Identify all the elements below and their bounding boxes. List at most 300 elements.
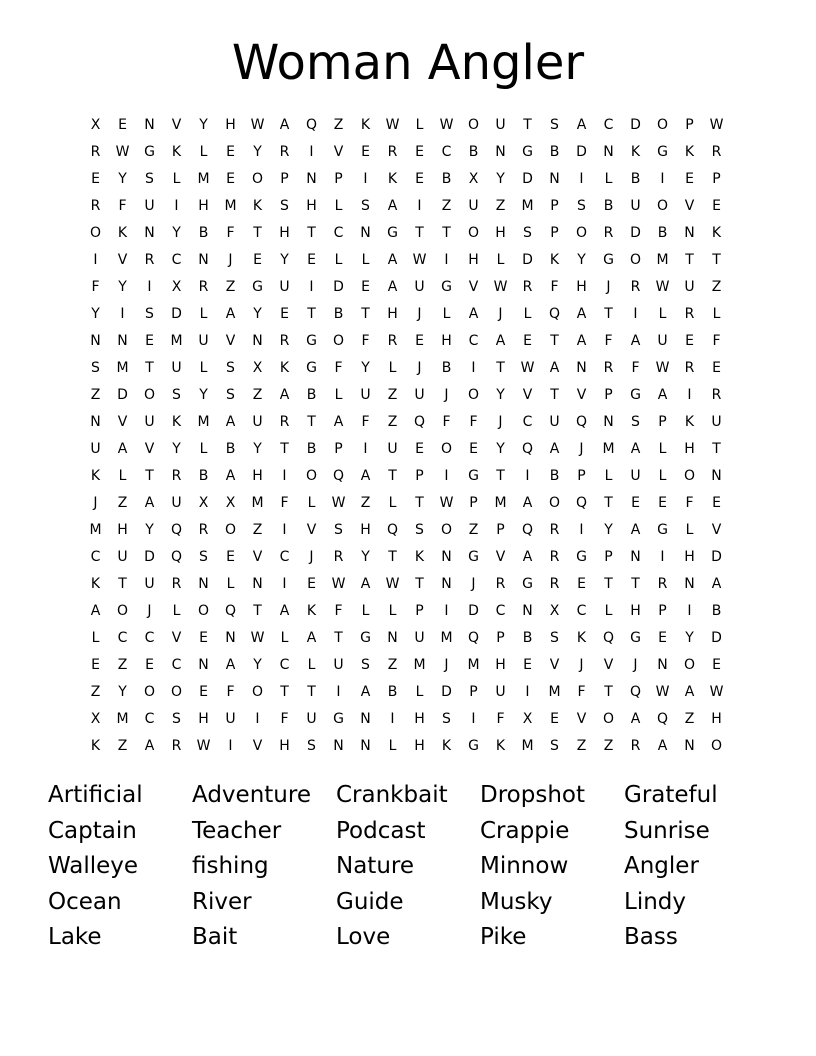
grid-letter: A (225, 468, 236, 484)
grid-letter: O (656, 117, 669, 133)
grid-letter: E (712, 198, 721, 214)
grid-letter: I (93, 252, 98, 268)
grid-letter: B (657, 225, 668, 241)
grid-letter: A (360, 684, 371, 700)
grid-letter: E (631, 495, 640, 511)
grid-letter: Z (90, 684, 101, 700)
grid-letter: B (711, 603, 722, 619)
grid-letter: I (363, 171, 368, 187)
grid-letter: G (522, 576, 533, 592)
grid-letter: C (171, 657, 182, 673)
word-item: Pike (480, 924, 527, 950)
grid-letter: Y (199, 387, 208, 403)
grid-letter: C (468, 333, 479, 349)
grid-letter: Z (90, 387, 101, 403)
grid-letter: X (171, 279, 182, 295)
grid-letter: Z (468, 522, 479, 538)
grid-letter: Y (118, 279, 127, 295)
grid-letter: V (306, 522, 317, 538)
word-item: Walleye (48, 853, 139, 879)
grid-letter: E (361, 144, 370, 160)
grid-letter: F (91, 279, 100, 295)
grid-letter: T (415, 225, 424, 241)
grid-letter: O (575, 225, 588, 241)
grid-letter: L (712, 306, 721, 322)
grid-letter: A (387, 198, 398, 214)
word-item: Love (336, 924, 391, 950)
grid-letter: K (549, 252, 560, 268)
grid-letter: C (333, 225, 344, 241)
grid-letter: S (415, 522, 424, 538)
grid-letter: Y (253, 144, 262, 160)
grid-letter: C (279, 657, 290, 673)
grid-letter: T (550, 387, 559, 403)
grid-letter: O (656, 198, 669, 214)
grid-letter: D (144, 549, 155, 565)
grid-letter: A (387, 279, 398, 295)
grid-letter: E (307, 252, 316, 268)
grid-letter: L (361, 603, 370, 619)
grid-letter: M (521, 198, 534, 214)
grid-letter: S (523, 225, 532, 241)
grid-letter: L (307, 657, 316, 673)
grid-letter: Y (604, 522, 613, 538)
grid-letter: Y (172, 441, 181, 457)
grid-row (82, 706, 732, 733)
word-item: Teacher (192, 817, 282, 844)
grid-letter: V (252, 549, 263, 565)
grid-letter: B (306, 441, 317, 457)
grid-letter: L (415, 117, 424, 133)
grid-letter: J (606, 279, 611, 295)
grid-letter: A (711, 576, 722, 592)
grid-letter: F (442, 414, 451, 430)
grid-letter: A (279, 117, 290, 133)
grid-letter: S (631, 414, 640, 430)
grid-letter: I (255, 711, 260, 727)
grid-letter: Y (253, 657, 262, 673)
grid-letter: S (550, 738, 559, 754)
grid-letter: N (441, 549, 452, 565)
grid-letter: S (361, 657, 370, 673)
grid-letter: F (469, 414, 478, 430)
grid-letter: I (444, 252, 449, 268)
grid-letter: N (684, 225, 695, 241)
grid-letter: T (523, 117, 532, 133)
grid-letter: T (415, 576, 424, 592)
grid-letter: Q (332, 468, 345, 484)
grid-letter: W (196, 738, 211, 754)
grid-letter: A (522, 495, 533, 511)
grid-letter: I (471, 711, 476, 727)
grid-letter: A (279, 387, 290, 403)
grid-letter: O (197, 603, 210, 619)
grid-letter: F (685, 495, 694, 511)
grid-letter: U (144, 576, 155, 592)
grid-letter: N (387, 630, 398, 646)
grid-letter: A (630, 711, 641, 727)
grid-letter: J (498, 414, 503, 430)
grid-letter: L (388, 603, 397, 619)
grid-letter: C (171, 252, 182, 268)
grid-letter: Y (91, 306, 100, 322)
grid-row (82, 193, 732, 220)
grid-letter: N (711, 468, 722, 484)
grid-letter: S (226, 360, 235, 376)
grid-letter: O (332, 333, 345, 349)
grid-letter: U (333, 657, 344, 673)
grid-letter: V (225, 333, 236, 349)
grid-letter: F (226, 684, 235, 700)
grid-letter: W (439, 117, 454, 133)
grid-letter: H (198, 198, 209, 214)
grid-letter: B (333, 306, 344, 322)
grid-letter: Y (685, 630, 694, 646)
grid-letter: U (387, 441, 398, 457)
grid-letter: L (604, 468, 613, 484)
word-item: Lake (48, 924, 102, 950)
word-column (48, 778, 192, 956)
grid-letter: V (576, 387, 587, 403)
grid-letter: V (684, 198, 695, 214)
grid-letter: E (415, 441, 424, 457)
grid-letter: N (90, 414, 101, 430)
grid-letter: U (495, 684, 506, 700)
grid-letter: M (170, 333, 183, 349)
grid-letter: W (655, 684, 670, 700)
grid-letter: T (280, 684, 289, 700)
grid-letter: Z (225, 279, 236, 295)
grid-row (82, 139, 732, 166)
grid-letter: S (442, 711, 451, 727)
grid-letter: R (684, 360, 695, 376)
grid-row (82, 625, 732, 652)
grid-letter: N (225, 630, 236, 646)
grid-letter: Y (145, 522, 154, 538)
grid-letter: G (306, 333, 317, 349)
grid-letter: E (118, 117, 127, 133)
grid-letter: A (630, 333, 641, 349)
grid-letter: F (118, 198, 127, 214)
grid-letter: D (468, 603, 479, 619)
word-item: Captain (48, 817, 137, 844)
grid-letter: E (415, 144, 424, 160)
grid-letter: E (523, 333, 532, 349)
grid-letter: A (225, 414, 236, 430)
grid-letter: Z (387, 387, 398, 403)
grid-letter: F (361, 414, 370, 430)
grid-letter: N (684, 576, 695, 592)
grid-letter: H (630, 603, 641, 619)
grid-letter: R (171, 468, 182, 484)
grid-letter: E (712, 495, 721, 511)
grid-letter: R (549, 576, 560, 592)
grid-letter: E (307, 576, 316, 592)
grid-letter: Z (117, 738, 128, 754)
grid-row (82, 247, 732, 274)
grid-letter: I (390, 711, 395, 727)
grid-letter: Y (496, 441, 505, 457)
grid-letter: H (198, 711, 209, 727)
grid-letter: O (683, 657, 696, 673)
grid-letter: E (469, 441, 478, 457)
grid-letter: Q (170, 522, 183, 538)
grid-row (82, 490, 732, 517)
grid-letter: P (550, 225, 559, 241)
grid-letter: B (441, 360, 452, 376)
grid-letter: N (252, 333, 263, 349)
grid-letter: B (549, 144, 560, 160)
grid-letter: H (414, 738, 425, 754)
grid-letter: A (468, 306, 479, 322)
grid-letter: P (577, 468, 586, 484)
grid-letter: P (496, 522, 505, 538)
grid-letter: D (333, 279, 344, 295)
grid-letter: M (224, 198, 237, 214)
grid-letter: C (576, 603, 587, 619)
grid-letter: V (711, 522, 722, 538)
grid-letter: I (687, 603, 692, 619)
grid-letter: Y (496, 387, 505, 403)
grid-letter: K (90, 468, 101, 484)
grid-letter: F (496, 711, 505, 727)
word-column (336, 778, 480, 956)
grid-letter: Q (548, 306, 561, 322)
grid-letter: U (198, 333, 209, 349)
grid-row (82, 571, 732, 598)
grid-letter: C (603, 117, 614, 133)
grid-letter: R (657, 576, 668, 592)
word-item: Grateful (624, 782, 718, 808)
grid-letter: Q (602, 630, 615, 646)
grid-letter: I (228, 738, 233, 754)
grid-letter: A (117, 441, 128, 457)
grid-letter: S (172, 711, 181, 727)
grid-letter: E (415, 333, 424, 349)
grid-letter: H (495, 657, 506, 673)
grid-letter: N (522, 603, 533, 619)
grid-letter: O (143, 684, 156, 700)
grid-letter: G (522, 144, 533, 160)
grid-letter: C (441, 144, 452, 160)
grid-letter: L (91, 630, 100, 646)
grid-letter: N (441, 576, 452, 592)
grid-letter: Q (521, 441, 534, 457)
grid-letter: D (711, 549, 722, 565)
grid-letter: S (307, 738, 316, 754)
grid-letter: T (496, 468, 505, 484)
grid-letter: X (90, 117, 101, 133)
grid-letter: A (333, 414, 344, 430)
grid-letter: A (360, 576, 371, 592)
grid-letter: W (439, 495, 454, 511)
grid-letter: F (334, 603, 343, 619)
word-item: Bass (624, 924, 678, 950)
grid-letter: M (413, 657, 426, 673)
grid-letter: G (468, 549, 479, 565)
grid-letter: C (144, 630, 155, 646)
grid-letter: E (280, 306, 289, 322)
grid-letter: Q (170, 549, 183, 565)
grid-letter: O (251, 684, 264, 700)
grid-letter: P (685, 117, 694, 133)
grid-letter: N (360, 225, 371, 241)
grid-letter: R (198, 279, 209, 295)
grid-row (82, 517, 732, 544)
grid-letter: P (604, 549, 613, 565)
grid-letter: L (172, 603, 181, 619)
grid-letter: X (198, 495, 209, 511)
grid-letter: L (334, 252, 343, 268)
grid-letter: L (280, 630, 289, 646)
grid-letter: B (522, 630, 533, 646)
grid-letter: E (226, 171, 235, 187)
grid-letter: K (252, 198, 263, 214)
grid-letter: K (306, 603, 317, 619)
grid-letter: G (468, 468, 479, 484)
grid-letter: O (170, 684, 183, 700)
grid-letter: W (709, 117, 724, 133)
grid-letter: N (306, 171, 317, 187)
grid-letter: O (629, 252, 642, 268)
grid-letter: T (388, 549, 397, 565)
grid-letter: K (495, 738, 506, 754)
grid-letter: F (361, 333, 370, 349)
grid-letter: I (444, 468, 449, 484)
grid-letter: N (360, 711, 371, 727)
grid-letter: Y (118, 171, 127, 187)
grid-letter: E (712, 657, 721, 673)
grid-letter: H (468, 252, 479, 268)
grid-letter: T (145, 360, 154, 376)
grid-letter: I (444, 603, 449, 619)
grid-letter: L (496, 252, 505, 268)
grid-letter: M (251, 495, 264, 511)
grid-letter: Z (117, 657, 128, 673)
grid-letter: Q (629, 684, 642, 700)
grid-letter: B (441, 171, 452, 187)
grid-letter: S (145, 171, 154, 187)
grid-letter: K (90, 738, 101, 754)
word-item: Crankbait (336, 782, 448, 808)
grid-letter: Q (575, 414, 588, 430)
grid-letter: U (90, 441, 101, 457)
grid-letter: Z (603, 738, 614, 754)
grid-letter: F (712, 333, 721, 349)
grid-letter: Q (521, 522, 534, 538)
grid-letter: J (417, 360, 422, 376)
grid-letter: A (360, 468, 371, 484)
grid-letter: H (711, 711, 722, 727)
word-column (480, 778, 624, 956)
grid-letter: O (602, 711, 615, 727)
grid-letter: Y (118, 684, 127, 700)
word-item: Angler (624, 853, 699, 879)
grid-letter: T (307, 684, 316, 700)
grid-letter: R (198, 522, 209, 538)
grid-letter: U (279, 279, 290, 295)
grid-letter: D (441, 684, 452, 700)
grid-letter: I (660, 171, 665, 187)
grid-letter: I (282, 522, 287, 538)
grid-letter: N (198, 576, 209, 592)
grid-letter: L (604, 603, 613, 619)
grid-letter: A (576, 333, 587, 349)
grid-letter: V (117, 252, 128, 268)
grid-row (82, 274, 732, 301)
grid-letter: J (309, 549, 314, 565)
grid-letter: F (550, 279, 559, 295)
grid-letter: M (548, 684, 561, 700)
grid-letter: P (469, 495, 478, 511)
grid-letter: P (280, 171, 289, 187)
grid-letter: O (467, 117, 480, 133)
grid-letter: L (334, 198, 343, 214)
grid-letter: A (225, 306, 236, 322)
grid-letter: H (279, 738, 290, 754)
word-item: Nature (336, 853, 414, 879)
grid-letter: J (579, 441, 584, 457)
grid-letter: F (226, 225, 235, 241)
grid-letter: J (579, 657, 584, 673)
grid-letter: L (199, 306, 208, 322)
grid-letter: G (252, 279, 263, 295)
grid-letter: X (252, 360, 263, 376)
grid-letter: N (198, 252, 209, 268)
grid-letter: K (279, 360, 290, 376)
grid-letter: Z (711, 279, 722, 295)
grid-letter: G (603, 252, 614, 268)
grid-letter: C (117, 630, 128, 646)
grid-letter: A (684, 684, 695, 700)
grid-letter: J (471, 576, 476, 592)
grid-letter: N (90, 333, 101, 349)
grid-letter: T (118, 576, 127, 592)
word-item: Ocean (48, 888, 122, 915)
grid-letter: N (252, 576, 263, 592)
grid-letter: O (143, 387, 156, 403)
grid-letter: Z (360, 495, 371, 511)
grid-letter: P (550, 198, 559, 214)
word-item: Guide (336, 888, 404, 915)
grid-letter: E (712, 360, 721, 376)
grid-letter: L (388, 360, 397, 376)
grid-row (82, 328, 732, 355)
grid-letter: D (117, 387, 128, 403)
grid-letter: U (414, 387, 425, 403)
grid-letter: W (385, 117, 400, 133)
grid-letter: V (495, 549, 506, 565)
grid-letter: H (252, 468, 263, 484)
grid-letter: F (631, 360, 640, 376)
grid-letter: N (549, 171, 560, 187)
grid-letter: A (657, 738, 668, 754)
grid-letter: I (174, 198, 179, 214)
grid-letter: B (549, 468, 560, 484)
grid-letter: I (282, 468, 287, 484)
grid-letter: L (199, 360, 208, 376)
grid-letter: U (630, 468, 641, 484)
word-column (192, 778, 336, 956)
grid-row (82, 544, 732, 571)
word-item: Bait (192, 924, 238, 950)
grid-letter: N (144, 225, 155, 241)
grid-letter: I (525, 468, 530, 484)
grid-letter: H (684, 441, 695, 457)
grid-letter: S (172, 387, 181, 403)
grid-letter: U (657, 333, 668, 349)
grid-letter: E (91, 657, 100, 673)
